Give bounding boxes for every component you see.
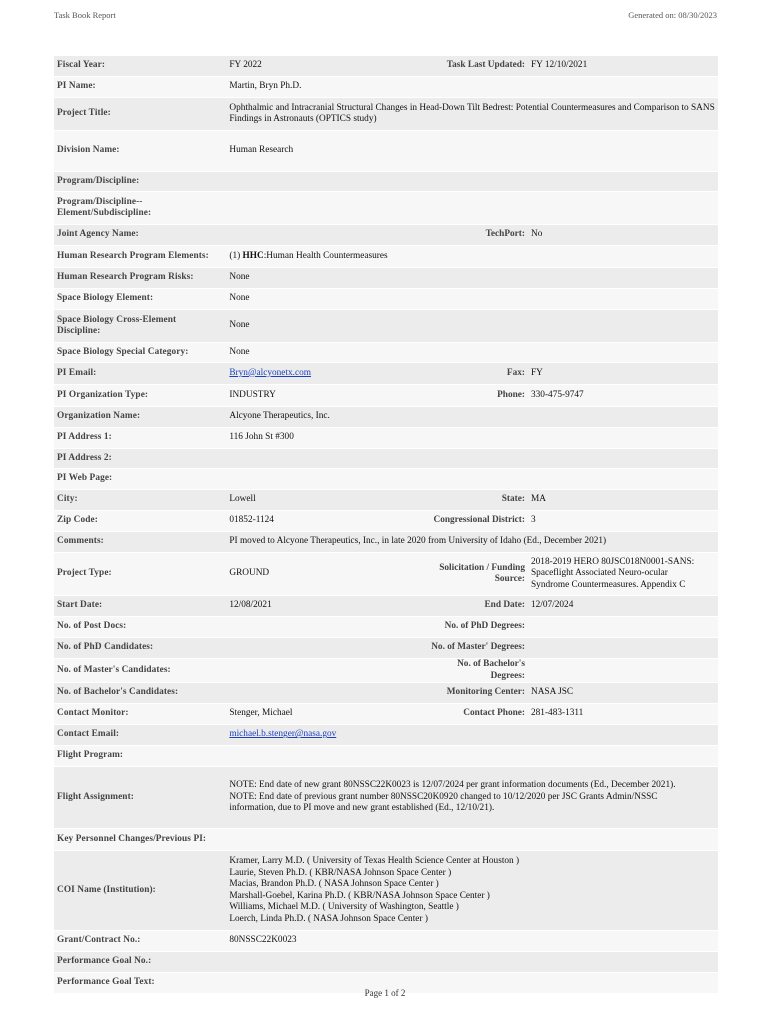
row-org-name: [54, 407, 718, 428]
field-value: FY 2022: [226, 56, 417, 77]
field-label: Project Title:: [54, 98, 226, 131]
field-value: [226, 851, 718, 931]
field-value: 12/07/2024: [528, 596, 718, 617]
field-label: Human Research Program Elements:: [54, 246, 226, 268]
field-label: Flight Assignment:: [54, 767, 226, 829]
field-label: No. of PhD Degrees:: [417, 617, 528, 638]
row-master-candidates: [54, 659, 718, 683]
solicitation-text: 2018-2019 HERO 80JSC018N0001-SANS: Spaceflight Associated Neuro-ocular Syndrome Countermeasures. Appendix C: [531, 556, 695, 590]
field-value: 80NSSC22K0023: [226, 931, 718, 952]
row-dates: [54, 596, 718, 617]
field-value: GROUND: [226, 553, 417, 596]
field-value: FY: [528, 363, 718, 385]
field-label: No. of Bachelor's Degrees:: [417, 659, 528, 683]
row-hrp-risks: [54, 268, 718, 289]
row-hrp-elements: [54, 246, 718, 268]
row-space-bio-cross: [54, 310, 718, 343]
field-label: Fiscal Year:: [54, 56, 226, 77]
row-grant-no: [54, 931, 718, 952]
field-value: None: [226, 268, 718, 289]
field-label-text: Program/Discipline-- Element/Subdiscipline:: [57, 196, 152, 218]
field-value: [226, 617, 417, 638]
task-book-table: [54, 56, 718, 994]
field-value: Martin, Bryn Ph.D.: [226, 77, 718, 98]
row-perf-goal-no: [54, 952, 718, 973]
field-label: Key Personnel Changes/Previous PI:: [54, 829, 226, 851]
field-value: 12/08/2021: [226, 596, 417, 617]
element-name: :Human Health Countermeasures: [263, 250, 388, 261]
report-header-title: Task Book Report: [54, 10, 116, 20]
field-value: 3: [528, 511, 718, 532]
row-joint-agency: [54, 225, 718, 246]
field-label: PI Name:: [54, 77, 226, 98]
row-pi-org-type: [54, 385, 718, 407]
field-value: [226, 683, 417, 704]
row-comments: [54, 532, 718, 553]
field-value: PI moved to Alcyone Therapeutics, Inc., in late 2020 from University of Idaho (Ed., December 2021): [226, 532, 718, 553]
field-label: TechPort:: [417, 225, 528, 246]
field-label: Start Date:: [54, 596, 226, 617]
pi-email-link[interactable]: Bryn@alcyonetx.com: [229, 367, 311, 378]
row-city: [54, 490, 718, 511]
field-label: Human Research Program Risks:: [54, 268, 226, 289]
field-label: PI Email:: [54, 363, 226, 385]
field-label: City:: [54, 490, 226, 511]
row-coi: [54, 851, 718, 931]
row-contact-monitor: [54, 704, 718, 725]
field-label: Performance Goal Text:: [54, 973, 226, 994]
field-value: [226, 449, 718, 469]
field-value: [528, 617, 718, 638]
field-label: End Date:: [417, 596, 528, 617]
field-label: Contact Phone:: [417, 704, 528, 725]
field-value: [226, 829, 718, 851]
field-label: Performance Goal No.:: [54, 952, 226, 973]
field-label: Contact Monitor:: [54, 704, 226, 725]
field-label: No. of Bachelor's Candidates:: [54, 683, 226, 704]
field-value: [226, 725, 718, 746]
row-phd-candidates: [54, 638, 718, 659]
row-flight-program: [54, 746, 718, 767]
field-label: Comments:: [54, 532, 226, 553]
field-label: Division Name:: [54, 131, 226, 172]
field-label: Space Biology Element:: [54, 289, 226, 310]
row-space-bio-special: [54, 343, 718, 363]
field-value: [226, 225, 417, 246]
field-label: Project Type:: [54, 553, 226, 596]
field-value: No: [528, 225, 718, 246]
field-value: [226, 172, 718, 192]
field-value: [528, 638, 718, 659]
row-project-title: [54, 98, 718, 131]
page-number: Page 1 of 2: [364, 988, 406, 998]
field-value: None: [226, 343, 718, 363]
field-label: Flight Program:: [54, 746, 226, 767]
row-project-type: [54, 553, 718, 596]
field-value: [528, 659, 718, 683]
field-value: [226, 659, 417, 683]
field-value: 116 John St #300: [226, 428, 718, 449]
field-value: Human Research: [226, 131, 718, 172]
row-key-personnel: [54, 829, 718, 851]
element-index: (1): [229, 250, 243, 261]
field-label: [417, 553, 528, 596]
element-code: HHC: [242, 250, 264, 261]
row-pi-address2: [54, 449, 718, 469]
field-value: [226, 246, 718, 268]
row-flight-assignment: [54, 767, 718, 829]
field-label: PI Web Page:: [54, 469, 226, 490]
field-label: [54, 192, 226, 225]
field-label: Joint Agency Name:: [54, 225, 226, 246]
generated-date: Generated on: 08/30/2023: [628, 10, 717, 20]
field-label: Phone:: [417, 385, 528, 407]
row-zip: [54, 511, 718, 532]
field-value: Lowell: [226, 490, 417, 511]
field-label: No. of Post Docs:: [54, 617, 226, 638]
field-value: Ophthalmic and Intracranial Structural Changes in Head-Down Tilt Bedrest: Potential Countermeasures and Comparison to SANS Findings in Astronauts (OPTICS study): [226, 98, 718, 131]
field-value: NASA JSC: [528, 683, 718, 704]
field-value: MA: [528, 490, 718, 511]
row-program-discipline: [54, 172, 718, 192]
row-pi-address1: [54, 428, 718, 449]
row-postdocs: [54, 617, 718, 638]
field-value: Alcyone Therapeutics, Inc.: [226, 407, 718, 428]
field-value: 01852-1124: [226, 511, 417, 532]
field-label: COI Name (Institution):: [54, 851, 226, 931]
field-label: PI Address 1:: [54, 428, 226, 449]
field-label: Task Last Updated:: [417, 56, 528, 77]
field-label: Grant/Contract No.:: [54, 931, 226, 952]
field-label: PI Organization Type:: [54, 385, 226, 407]
field-value: [528, 553, 718, 596]
field-label: Program/Discipline:: [54, 172, 226, 192]
field-value: 330-475-9747: [528, 385, 718, 407]
field-label: State:: [417, 490, 528, 511]
field-value: [226, 638, 417, 659]
contact-email-link[interactable]: michael.b.stenger@nasa.gov: [229, 729, 337, 740]
field-value: INDUSTRY: [226, 385, 417, 407]
field-label: No. of Master' Degrees:: [417, 638, 528, 659]
field-label: No. of PhD Candidates:: [54, 638, 226, 659]
field-label: Zip Code:: [54, 511, 226, 532]
field-value: [226, 469, 718, 490]
field-value: FY 12/10/2021: [528, 56, 718, 77]
field-label-text: Space Biology Cross-Element Discipline:: [57, 314, 177, 336]
row-bachelor-candidates: [54, 683, 718, 704]
field-value: [226, 192, 718, 225]
field-label-text: Solicitation / Funding Source:: [439, 562, 525, 584]
field-value: [226, 767, 718, 829]
row-pi-name: [54, 77, 718, 98]
field-label: Congressional District:: [417, 511, 528, 532]
field-label: No. of Master's Candidates:: [54, 659, 226, 683]
row-division-name: [54, 131, 718, 172]
field-label: Monitoring Center:: [417, 683, 528, 704]
coi-list: Kramer, Larry M.D. ( University of Texas Health Science Center at Houston ) Laurie, Steven Ph.D. ( KBR/NASA Johnson Space Center ) Macias, Brandon Ph.D. ( NASA Johnson Space Center ) Marshall-Goebel, Karina Ph.D. ( KBR/NASA Johnson Space Center ) Williams, Michael M.D. ( University of Washington, Seattle ) Loerch, Linda Ph.D. ( NASA Johnson Space Center ): [229, 856, 520, 924]
field-label: Fax:: [417, 363, 528, 385]
field-value: [226, 363, 417, 385]
row-fiscal-year: [54, 56, 718, 77]
row-contact-email: [54, 725, 718, 746]
field-label: Space Biology Special Category:: [54, 343, 226, 363]
field-value: None: [226, 289, 718, 310]
field-label: PI Address 2:: [54, 449, 226, 469]
field-label: [54, 310, 226, 343]
row-pi-email: [54, 363, 718, 385]
field-label: Organization Name:: [54, 407, 226, 428]
field-value: 281-483-1311: [528, 704, 718, 725]
row-program-discipline-element: [54, 192, 718, 225]
field-value: None: [226, 310, 718, 343]
field-value: [226, 746, 718, 767]
flight-assignment-notes: NOTE: End date of new grant 80NSSC22K0023 is 12/07/2024 per grant information documents (Ed., December 2021). NOTE: End date of previous grant number 80NSSC20K0920 changed to 10/12/2020 per JSC Grants Admin/NSSC information, due to PI move and new grant established (Ed., 12/10/21).: [229, 780, 676, 814]
row-space-bio-element: [54, 289, 718, 310]
row-pi-web: [54, 469, 718, 490]
field-value: [226, 952, 718, 973]
field-value: Stenger, Michael: [226, 704, 417, 725]
field-label: Contact Email:: [54, 725, 226, 746]
